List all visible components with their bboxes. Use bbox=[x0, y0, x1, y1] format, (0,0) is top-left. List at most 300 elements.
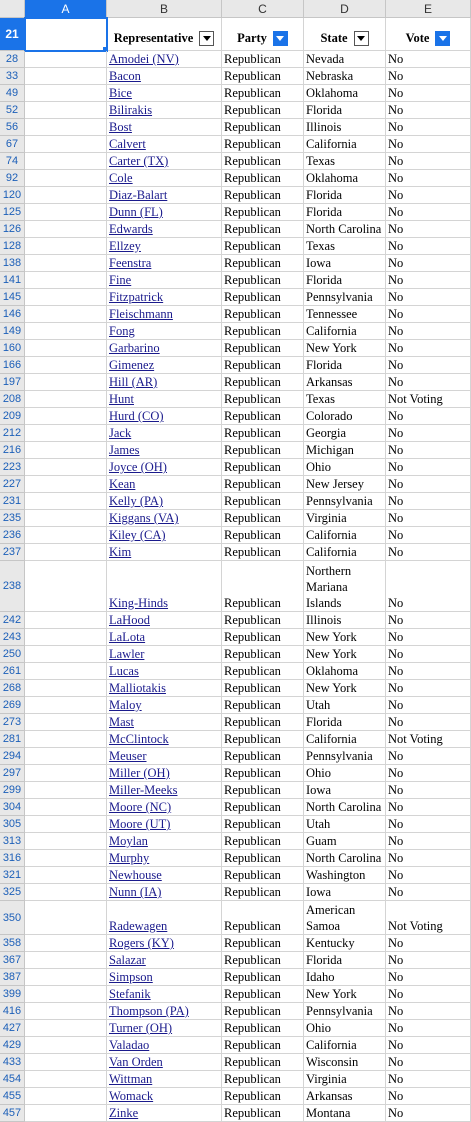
table-cell-party[interactable] bbox=[222, 663, 304, 680]
row-header[interactable]: 126 bbox=[0, 221, 25, 238]
table-cell-vote[interactable] bbox=[386, 459, 471, 476]
representative-link[interactable]: Hunt bbox=[109, 392, 134, 406]
table-cell-party[interactable] bbox=[222, 901, 304, 935]
table-cell-state[interactable] bbox=[304, 408, 386, 425]
representative-link[interactable]: King-Hinds bbox=[109, 596, 169, 610]
table-cell-a[interactable] bbox=[25, 969, 107, 986]
row-header[interactable]: 56 bbox=[0, 119, 25, 136]
table-cell-state[interactable] bbox=[304, 884, 386, 901]
table-cell-a[interactable] bbox=[25, 153, 107, 170]
table-cell-vote[interactable] bbox=[386, 187, 471, 204]
table-cell-vote[interactable] bbox=[386, 289, 471, 306]
table-cell-vote[interactable] bbox=[386, 629, 471, 646]
table-cell-state[interactable] bbox=[304, 663, 386, 680]
row-header[interactable]: 299 bbox=[0, 782, 25, 799]
table-cell-a[interactable] bbox=[25, 442, 107, 459]
row-header[interactable]: 52 bbox=[0, 102, 25, 119]
table-cell-state[interactable] bbox=[304, 459, 386, 476]
table-cell-vote[interactable] bbox=[386, 986, 471, 1003]
row-header[interactable]: 125 bbox=[0, 204, 25, 221]
table-cell-rep[interactable] bbox=[107, 255, 222, 272]
representative-link[interactable]: Joyce (OH) bbox=[109, 460, 167, 474]
representative-link[interactable]: Garbarino bbox=[109, 341, 160, 355]
table-cell-state[interactable] bbox=[304, 680, 386, 697]
table-cell-party[interactable] bbox=[222, 187, 304, 204]
table-cell-party[interactable] bbox=[222, 1037, 304, 1054]
table-cell-a[interactable] bbox=[25, 1071, 107, 1088]
table-cell-rep[interactable] bbox=[107, 1071, 222, 1088]
table-cell-state[interactable] bbox=[304, 952, 386, 969]
table-cell-a[interactable] bbox=[25, 748, 107, 765]
representative-link[interactable]: Bost bbox=[109, 120, 132, 134]
representative-link[interactable]: Nunn (IA) bbox=[109, 885, 162, 899]
table-cell-party[interactable] bbox=[222, 1071, 304, 1088]
table-cell-state[interactable] bbox=[304, 68, 386, 85]
table-cell-state[interactable] bbox=[304, 374, 386, 391]
table-cell-party[interactable] bbox=[222, 510, 304, 527]
table-cell-party[interactable] bbox=[222, 119, 304, 136]
table-cell-state[interactable] bbox=[304, 765, 386, 782]
table-cell-party[interactable] bbox=[222, 493, 304, 510]
table-cell-a[interactable] bbox=[25, 51, 107, 68]
table-cell-a[interactable] bbox=[25, 782, 107, 799]
filter-active-icon[interactable] bbox=[273, 31, 288, 46]
representative-link[interactable]: Kiggans (VA) bbox=[109, 511, 179, 525]
table-cell-a[interactable] bbox=[25, 1020, 107, 1037]
representative-link[interactable]: Bice bbox=[109, 86, 132, 100]
table-cell-a[interactable] bbox=[25, 306, 107, 323]
row-header[interactable]: 209 bbox=[0, 408, 25, 425]
representative-link[interactable]: Meuser bbox=[109, 749, 147, 763]
column-header-e[interactable]: E bbox=[386, 0, 471, 18]
table-cell-state[interactable] bbox=[304, 238, 386, 255]
table-cell-state[interactable] bbox=[304, 561, 386, 612]
row-header[interactable]: 235 bbox=[0, 510, 25, 527]
representative-link[interactable]: Carter (TX) bbox=[109, 154, 169, 168]
table-cell-a[interactable] bbox=[25, 884, 107, 901]
table-cell-rep[interactable] bbox=[107, 459, 222, 476]
table-cell-vote[interactable] bbox=[386, 340, 471, 357]
table-cell-state[interactable] bbox=[304, 782, 386, 799]
table-cell-a[interactable] bbox=[25, 833, 107, 850]
representative-link[interactable]: Ellzey bbox=[109, 239, 141, 253]
table-cell-state[interactable] bbox=[304, 306, 386, 323]
table-cell-vote[interactable] bbox=[386, 357, 471, 374]
table-cell-state[interactable] bbox=[304, 425, 386, 442]
table-cell-party[interactable] bbox=[222, 85, 304, 102]
table-cell-vote[interactable] bbox=[386, 935, 471, 952]
representative-link[interactable]: Wittman bbox=[109, 1072, 153, 1086]
row-header[interactable]: 208 bbox=[0, 391, 25, 408]
table-cell-state[interactable] bbox=[304, 1037, 386, 1054]
table-cell-vote[interactable] bbox=[386, 102, 471, 119]
row-header[interactable]: 316 bbox=[0, 850, 25, 867]
table-cell-party[interactable] bbox=[222, 867, 304, 884]
row-header[interactable]: 197 bbox=[0, 374, 25, 391]
table-cell-a[interactable] bbox=[25, 238, 107, 255]
table-cell-rep[interactable] bbox=[107, 782, 222, 799]
representative-link[interactable]: Calvert bbox=[109, 137, 146, 151]
table-cell-state[interactable] bbox=[304, 51, 386, 68]
table-cell-state[interactable] bbox=[304, 119, 386, 136]
table-cell-a[interactable] bbox=[25, 289, 107, 306]
row-header[interactable]: 269 bbox=[0, 697, 25, 714]
table-cell-a[interactable] bbox=[25, 204, 107, 221]
representative-link[interactable]: Hill (AR) bbox=[109, 375, 158, 389]
table-cell-rep[interactable] bbox=[107, 680, 222, 697]
row-header[interactable]: 416 bbox=[0, 1003, 25, 1020]
table-cell-vote[interactable] bbox=[386, 221, 471, 238]
row-header[interactable]: 387 bbox=[0, 969, 25, 986]
representative-link[interactable]: Gimenez bbox=[109, 358, 155, 372]
table-cell-state[interactable] bbox=[304, 629, 386, 646]
table-cell-vote[interactable] bbox=[386, 901, 471, 935]
table-cell-a[interactable] bbox=[25, 459, 107, 476]
table-cell-a[interactable] bbox=[25, 697, 107, 714]
row-header[interactable]: 250 bbox=[0, 646, 25, 663]
row-header[interactable]: 236 bbox=[0, 527, 25, 544]
row-header[interactable]: 74 bbox=[0, 153, 25, 170]
header-representative[interactable] bbox=[107, 18, 222, 51]
table-cell-a[interactable] bbox=[25, 731, 107, 748]
row-header[interactable]: 243 bbox=[0, 629, 25, 646]
representative-link[interactable]: Moore (UT) bbox=[109, 817, 171, 831]
table-cell-party[interactable] bbox=[222, 1020, 304, 1037]
table-cell-rep[interactable] bbox=[107, 1037, 222, 1054]
table-cell-vote[interactable] bbox=[386, 714, 471, 731]
table-cell-a[interactable] bbox=[25, 527, 107, 544]
table-cell-vote[interactable] bbox=[386, 306, 471, 323]
table-cell-rep[interactable] bbox=[107, 544, 222, 561]
table-cell-a[interactable] bbox=[25, 323, 107, 340]
table-cell-party[interactable] bbox=[222, 748, 304, 765]
table-cell-vote[interactable] bbox=[386, 833, 471, 850]
table-cell-state[interactable] bbox=[304, 289, 386, 306]
table-cell-a[interactable] bbox=[25, 612, 107, 629]
table-cell-rep[interactable] bbox=[107, 986, 222, 1003]
table-cell-rep[interactable] bbox=[107, 969, 222, 986]
representative-link[interactable]: Fleischmann bbox=[109, 307, 173, 321]
representative-link[interactable]: Hurd (CO) bbox=[109, 409, 164, 423]
table-cell-party[interactable] bbox=[222, 646, 304, 663]
table-cell-vote[interactable] bbox=[386, 816, 471, 833]
table-cell-party[interactable] bbox=[222, 68, 304, 85]
select-all-corner[interactable] bbox=[0, 0, 25, 18]
representative-link[interactable]: Moore (NC) bbox=[109, 800, 172, 814]
representative-link[interactable]: Valadao bbox=[109, 1038, 150, 1052]
table-cell-rep[interactable] bbox=[107, 1105, 222, 1122]
representative-link[interactable]: LaLota bbox=[109, 630, 146, 644]
representative-link[interactable]: Kim bbox=[109, 545, 132, 559]
row-header[interactable]: 227 bbox=[0, 476, 25, 493]
table-cell-vote[interactable] bbox=[386, 85, 471, 102]
table-cell-vote[interactable] bbox=[386, 1088, 471, 1105]
representative-link[interactable]: Simpson bbox=[109, 970, 153, 984]
representative-link[interactable]: Dunn (FL) bbox=[109, 205, 163, 219]
row-header[interactable]: 49 bbox=[0, 85, 25, 102]
table-cell-vote[interactable] bbox=[386, 969, 471, 986]
table-cell-party[interactable] bbox=[222, 629, 304, 646]
representative-link[interactable]: Miller-Meeks bbox=[109, 783, 178, 797]
table-cell-vote[interactable] bbox=[386, 1037, 471, 1054]
table-cell-rep[interactable] bbox=[107, 765, 222, 782]
table-cell-vote[interactable] bbox=[386, 1071, 471, 1088]
table-cell-a[interactable] bbox=[25, 425, 107, 442]
table-cell-a[interactable] bbox=[25, 935, 107, 952]
table-cell-a[interactable] bbox=[25, 119, 107, 136]
table-cell-a[interactable] bbox=[25, 272, 107, 289]
table-cell-a[interactable] bbox=[25, 680, 107, 697]
table-cell-a[interactable] bbox=[25, 1088, 107, 1105]
representative-link[interactable]: Kiley (CA) bbox=[109, 528, 166, 542]
table-cell-vote[interactable] bbox=[386, 153, 471, 170]
table-cell-rep[interactable] bbox=[107, 374, 222, 391]
row-header[interactable]: 367 bbox=[0, 952, 25, 969]
table-cell-rep[interactable] bbox=[107, 833, 222, 850]
representative-link[interactable]: Turner (OH) bbox=[109, 1021, 173, 1035]
table-cell-state[interactable] bbox=[304, 697, 386, 714]
table-cell-a[interactable] bbox=[25, 357, 107, 374]
table-cell-party[interactable] bbox=[222, 680, 304, 697]
table-cell-rep[interactable] bbox=[107, 561, 222, 612]
table-cell-vote[interactable] bbox=[386, 374, 471, 391]
representative-link[interactable]: Feenstra bbox=[109, 256, 152, 270]
row-header[interactable]: 33 bbox=[0, 68, 25, 85]
row-header[interactable]: 457 bbox=[0, 1105, 25, 1122]
table-cell-vote[interactable] bbox=[386, 425, 471, 442]
row-header[interactable]: 261 bbox=[0, 663, 25, 680]
table-cell-rep[interactable] bbox=[107, 187, 222, 204]
representative-link[interactable]: Stefanik bbox=[109, 987, 151, 1001]
column-header-b[interactable]: B bbox=[107, 0, 222, 18]
row-header[interactable]: 231 bbox=[0, 493, 25, 510]
representative-link[interactable]: Bacon bbox=[109, 69, 141, 83]
table-cell-a[interactable] bbox=[25, 493, 107, 510]
table-cell-state[interactable] bbox=[304, 391, 386, 408]
table-cell-party[interactable] bbox=[222, 255, 304, 272]
table-cell-rep[interactable] bbox=[107, 510, 222, 527]
table-cell-rep[interactable] bbox=[107, 527, 222, 544]
table-cell-a[interactable] bbox=[25, 986, 107, 1003]
table-cell-a[interactable] bbox=[25, 1003, 107, 1020]
table-cell-party[interactable] bbox=[222, 561, 304, 612]
header-vote[interactable] bbox=[386, 18, 471, 51]
representative-link[interactable]: McClintock bbox=[109, 732, 169, 746]
table-cell-vote[interactable] bbox=[386, 1020, 471, 1037]
representative-link[interactable]: Fitzpatrick bbox=[109, 290, 164, 304]
table-cell-party[interactable] bbox=[222, 969, 304, 986]
table-cell-vote[interactable] bbox=[386, 493, 471, 510]
table-cell-vote[interactable] bbox=[386, 204, 471, 221]
table-cell-rep[interactable] bbox=[107, 935, 222, 952]
table-cell-party[interactable] bbox=[222, 986, 304, 1003]
table-cell-rep[interactable] bbox=[107, 425, 222, 442]
table-cell-state[interactable] bbox=[304, 731, 386, 748]
table-cell-party[interactable] bbox=[222, 459, 304, 476]
table-cell-a[interactable] bbox=[25, 561, 107, 612]
table-cell-party[interactable] bbox=[222, 782, 304, 799]
table-cell-state[interactable] bbox=[304, 340, 386, 357]
table-cell-a[interactable] bbox=[25, 136, 107, 153]
row-header[interactable]: 273 bbox=[0, 714, 25, 731]
representative-link[interactable]: James bbox=[109, 443, 140, 457]
table-cell-rep[interactable] bbox=[107, 391, 222, 408]
row-header[interactable]: 141 bbox=[0, 272, 25, 289]
table-cell-vote[interactable] bbox=[386, 408, 471, 425]
table-cell-vote[interactable] bbox=[386, 884, 471, 901]
table-cell-state[interactable] bbox=[304, 901, 386, 935]
row-header[interactable]: 67 bbox=[0, 136, 25, 153]
row-header[interactable]: 149 bbox=[0, 323, 25, 340]
table-cell-state[interactable] bbox=[304, 867, 386, 884]
table-cell-vote[interactable] bbox=[386, 255, 471, 272]
representative-link[interactable]: Bilirakis bbox=[109, 103, 153, 117]
table-cell-a[interactable] bbox=[25, 663, 107, 680]
table-cell-state[interactable] bbox=[304, 646, 386, 663]
table-cell-party[interactable] bbox=[222, 51, 304, 68]
row-header[interactable]: 294 bbox=[0, 748, 25, 765]
table-cell-state[interactable] bbox=[304, 1020, 386, 1037]
table-cell-rep[interactable] bbox=[107, 85, 222, 102]
table-cell-party[interactable] bbox=[222, 850, 304, 867]
row-header[interactable]: 216 bbox=[0, 442, 25, 459]
filter-dropdown-icon[interactable] bbox=[354, 31, 369, 46]
row-header[interactable]: 242 bbox=[0, 612, 25, 629]
table-cell-a[interactable] bbox=[25, 1105, 107, 1122]
table-cell-vote[interactable] bbox=[386, 748, 471, 765]
representative-link[interactable]: Diaz-Balart bbox=[109, 188, 168, 202]
table-cell-rep[interactable] bbox=[107, 850, 222, 867]
table-cell-a[interactable] bbox=[25, 85, 107, 102]
table-cell-rep[interactable] bbox=[107, 204, 222, 221]
table-cell-state[interactable] bbox=[304, 1003, 386, 1020]
table-cell-vote[interactable] bbox=[386, 136, 471, 153]
table-cell-state[interactable] bbox=[304, 969, 386, 986]
row-header[interactable]: 455 bbox=[0, 1088, 25, 1105]
table-cell-state[interactable] bbox=[304, 748, 386, 765]
table-cell-vote[interactable] bbox=[386, 442, 471, 459]
table-cell-state[interactable] bbox=[304, 153, 386, 170]
representative-link[interactable]: Kelly (PA) bbox=[109, 494, 164, 508]
table-cell-vote[interactable] bbox=[386, 119, 471, 136]
row-header[interactable]: 313 bbox=[0, 833, 25, 850]
table-cell-party[interactable] bbox=[222, 799, 304, 816]
table-cell-party[interactable] bbox=[222, 952, 304, 969]
table-cell-rep[interactable] bbox=[107, 799, 222, 816]
representative-link[interactable]: Fong bbox=[109, 324, 135, 338]
representative-link[interactable]: Zinke bbox=[109, 1106, 139, 1120]
table-cell-party[interactable] bbox=[222, 816, 304, 833]
table-cell-a[interactable] bbox=[25, 901, 107, 935]
row-header[interactable]: 120 bbox=[0, 187, 25, 204]
table-cell-rep[interactable] bbox=[107, 272, 222, 289]
table-cell-rep[interactable] bbox=[107, 408, 222, 425]
table-cell-a[interactable] bbox=[25, 408, 107, 425]
table-cell-party[interactable] bbox=[222, 204, 304, 221]
table-cell-rep[interactable] bbox=[107, 714, 222, 731]
representative-link[interactable]: LaHood bbox=[109, 613, 150, 627]
representative-link[interactable]: Cole bbox=[109, 171, 133, 185]
table-cell-state[interactable] bbox=[304, 816, 386, 833]
table-cell-rep[interactable] bbox=[107, 153, 222, 170]
table-cell-vote[interactable] bbox=[386, 561, 471, 612]
representative-link[interactable]: Miller (OH) bbox=[109, 766, 170, 780]
table-cell-state[interactable] bbox=[304, 102, 386, 119]
row-header[interactable]: 28 bbox=[0, 51, 25, 68]
table-cell-state[interactable] bbox=[304, 221, 386, 238]
table-cell-a[interactable] bbox=[25, 102, 107, 119]
table-cell-state[interactable] bbox=[304, 204, 386, 221]
column-header-d[interactable]: D bbox=[304, 0, 386, 18]
table-cell-vote[interactable] bbox=[386, 765, 471, 782]
representative-link[interactable]: Maloy bbox=[109, 698, 142, 712]
column-header-c[interactable]: C bbox=[222, 0, 304, 18]
table-cell-state[interactable] bbox=[304, 136, 386, 153]
table-cell-party[interactable] bbox=[222, 136, 304, 153]
table-cell-rep[interactable] bbox=[107, 136, 222, 153]
table-cell-party[interactable] bbox=[222, 833, 304, 850]
table-cell-party[interactable] bbox=[222, 697, 304, 714]
table-cell-vote[interactable] bbox=[386, 697, 471, 714]
table-cell-a[interactable] bbox=[25, 850, 107, 867]
table-cell-state[interactable] bbox=[304, 510, 386, 527]
table-cell-state[interactable] bbox=[304, 935, 386, 952]
representative-link[interactable]: Fine bbox=[109, 273, 132, 287]
table-cell-party[interactable] bbox=[222, 1003, 304, 1020]
table-cell-rep[interactable] bbox=[107, 1020, 222, 1037]
table-cell-state[interactable] bbox=[304, 544, 386, 561]
table-cell-a[interactable] bbox=[25, 255, 107, 272]
table-cell-a[interactable] bbox=[25, 799, 107, 816]
table-cell-vote[interactable] bbox=[386, 799, 471, 816]
table-cell-rep[interactable] bbox=[107, 493, 222, 510]
table-cell-rep[interactable] bbox=[107, 867, 222, 884]
table-cell-rep[interactable] bbox=[107, 1054, 222, 1071]
table-cell-state[interactable] bbox=[304, 187, 386, 204]
representative-link[interactable]: Edwards bbox=[109, 222, 153, 236]
representative-link[interactable]: Van Orden bbox=[109, 1055, 163, 1069]
filter-dropdown-icon[interactable] bbox=[199, 31, 214, 46]
table-cell-vote[interactable] bbox=[386, 1054, 471, 1071]
table-cell-party[interactable] bbox=[222, 714, 304, 731]
table-cell-vote[interactable] bbox=[386, 731, 471, 748]
table-cell-vote[interactable] bbox=[386, 646, 471, 663]
table-cell-party[interactable] bbox=[222, 221, 304, 238]
table-cell-a[interactable] bbox=[25, 544, 107, 561]
row-header[interactable]: 160 bbox=[0, 340, 25, 357]
table-cell-rep[interactable] bbox=[107, 340, 222, 357]
table-cell-party[interactable] bbox=[222, 102, 304, 119]
table-cell-rep[interactable] bbox=[107, 816, 222, 833]
row-header[interactable]: 429 bbox=[0, 1037, 25, 1054]
table-cell-state[interactable] bbox=[304, 1088, 386, 1105]
row-header[interactable]: 128 bbox=[0, 238, 25, 255]
row-header[interactable]: 399 bbox=[0, 986, 25, 1003]
table-cell-a[interactable] bbox=[25, 1054, 107, 1071]
table-cell-a[interactable] bbox=[25, 391, 107, 408]
table-cell-state[interactable] bbox=[304, 170, 386, 187]
table-cell-state[interactable] bbox=[304, 357, 386, 374]
representative-link[interactable]: Kean bbox=[109, 477, 136, 491]
table-cell-state[interactable] bbox=[304, 714, 386, 731]
table-cell-state[interactable] bbox=[304, 323, 386, 340]
table-cell-state[interactable] bbox=[304, 493, 386, 510]
table-cell-rep[interactable] bbox=[107, 221, 222, 238]
row-header[interactable]: 281 bbox=[0, 731, 25, 748]
table-cell-state[interactable] bbox=[304, 833, 386, 850]
representative-link[interactable]: Newhouse bbox=[109, 868, 162, 882]
representative-link[interactable]: Lawler bbox=[109, 647, 145, 661]
